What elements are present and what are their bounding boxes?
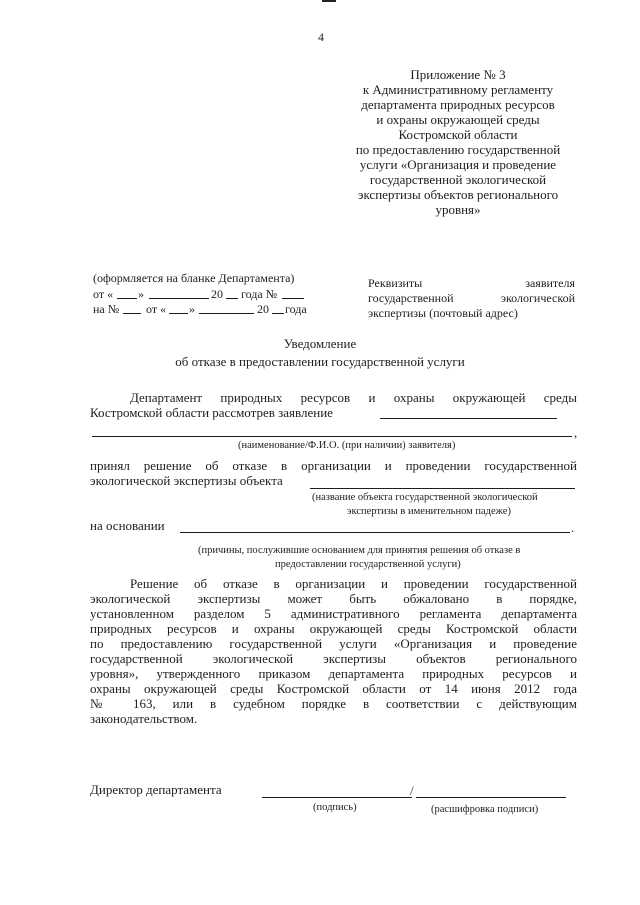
caption-reason: предоставлении государственной услуги) <box>275 559 461 570</box>
from-label: от « <box>146 302 167 316</box>
object-name-blank <box>310 488 575 489</box>
transcript-blank <box>416 797 566 798</box>
reply-number-label: на № <box>93 302 120 316</box>
paragraph-line: Костромской области рассмотрев заявление <box>90 405 333 420</box>
quote-close: » <box>138 287 144 301</box>
paragraph-line: законодательством. <box>90 711 198 726</box>
appendix-line: услуги «Организация и проведение <box>359 157 557 172</box>
appendix-line: и охраны окружающей среды <box>376 112 540 127</box>
requisites-line <box>368 276 575 290</box>
appendix-line: Приложение № 3 <box>410 67 506 82</box>
appendix-line: к Административному регламенту <box>362 82 554 97</box>
day-blank <box>117 298 137 299</box>
requisites-word: заявителя <box>525 276 575 290</box>
month-blank <box>149 298 209 299</box>
caption-object: экспертизы в именительном падеже) <box>347 506 511 517</box>
paragraph-line: принял решение об отказе в организации и проведении государственной <box>90 458 577 473</box>
scan-artifact-mark <box>322 0 336 2</box>
year-label: года <box>285 302 307 316</box>
paragraph-line: Решение об отказе в организации и проведении государственной <box>130 576 577 591</box>
appendix-line: департамента природных ресурсов <box>361 97 555 112</box>
month-blank <box>199 313 254 314</box>
year-number-label: года № <box>241 287 278 301</box>
paragraph-line: № 163, или в судебном порядке в соответствии с действующим <box>90 696 577 711</box>
paragraph-line: установленном разделом 5 административного регламента департамента <box>90 606 577 621</box>
year-blank <box>272 313 284 314</box>
paragraph-line: государственной экологической экспертизы объектов регионального <box>90 651 577 666</box>
signature-position: Директор департамента <box>90 782 222 797</box>
issuer-reply-line <box>93 302 313 317</box>
paragraph-line: экологической экспертизы объекта <box>90 473 283 488</box>
paragraph-line: экологической экспертизы может быть обжаловано в порядке, <box>90 591 577 606</box>
caption-transcript: (расшифровка подписи) <box>431 804 539 815</box>
appendix-header <box>330 67 586 217</box>
period: . <box>571 520 575 535</box>
signature-slash: / <box>410 783 414 798</box>
appendix-line: экспертизы объектов регионального <box>357 187 559 202</box>
notice-subtitle: об отказе в предоставлении государственной услуги <box>175 354 465 369</box>
number-blank <box>282 298 304 299</box>
caption-object: (название объекта государственной экологической <box>312 492 538 503</box>
requisites-word: государственной <box>368 291 454 305</box>
appendix-line: уровня» <box>435 202 481 217</box>
century-label: 20 <box>211 287 223 301</box>
requisites-word: Реквизиты <box>368 276 423 290</box>
issuer-note: (оформляется на бланке Департамента) <box>93 271 295 285</box>
comma: , <box>574 425 578 440</box>
requisites-word: экологической <box>500 291 575 305</box>
quote-close: » <box>189 302 195 316</box>
appendix-line: Костромской области <box>398 127 518 142</box>
signature-blank <box>262 797 412 798</box>
requisites-line <box>368 291 575 305</box>
paragraph-line: охраны окружающей среды Костромской области от 14 июня 2012 года <box>90 681 577 696</box>
paragraph-line: уровня», утвержденного приказом департамента природных ресурсов и <box>90 666 577 681</box>
paragraph-line: Департамент природных ресурсов и охраны окружающей среды <box>130 390 577 405</box>
paragraph-line: природных ресурсов и охраны окружающей среды Костромской области <box>90 621 577 636</box>
appendix-line: по предоставлению государственной <box>355 142 561 157</box>
page-number: 4 <box>318 30 324 44</box>
reply-number-blank <box>123 313 141 314</box>
century-label: 20 <box>257 302 269 316</box>
requisites-line: экспертизы (почтовый адрес) <box>368 306 518 320</box>
reason-blank <box>180 532 570 533</box>
notice-title: Уведомление <box>283 336 357 351</box>
basis-label: на основании <box>90 518 165 533</box>
year-blank <box>226 298 238 299</box>
caption-reason: (причины, послужившие основанием для принятия решения об отказе в <box>198 545 521 556</box>
caption-signature: (подпись) <box>313 802 357 813</box>
applicant-requisites <box>368 276 575 320</box>
applicant-name-blank <box>92 436 572 437</box>
from-label: от « <box>93 287 114 301</box>
appeal-paragraph <box>90 576 577 726</box>
application-blank <box>380 418 557 419</box>
appendix-line: государственной экологической <box>369 172 547 187</box>
caption-applicant: (наименование/Ф.И.О. (при наличии) заявителя) <box>238 440 456 451</box>
day-blank <box>169 313 188 314</box>
issuer-date-line <box>93 287 308 302</box>
paragraph-line: по предоставлению государственной услуги «Организация и проведение <box>90 636 577 651</box>
